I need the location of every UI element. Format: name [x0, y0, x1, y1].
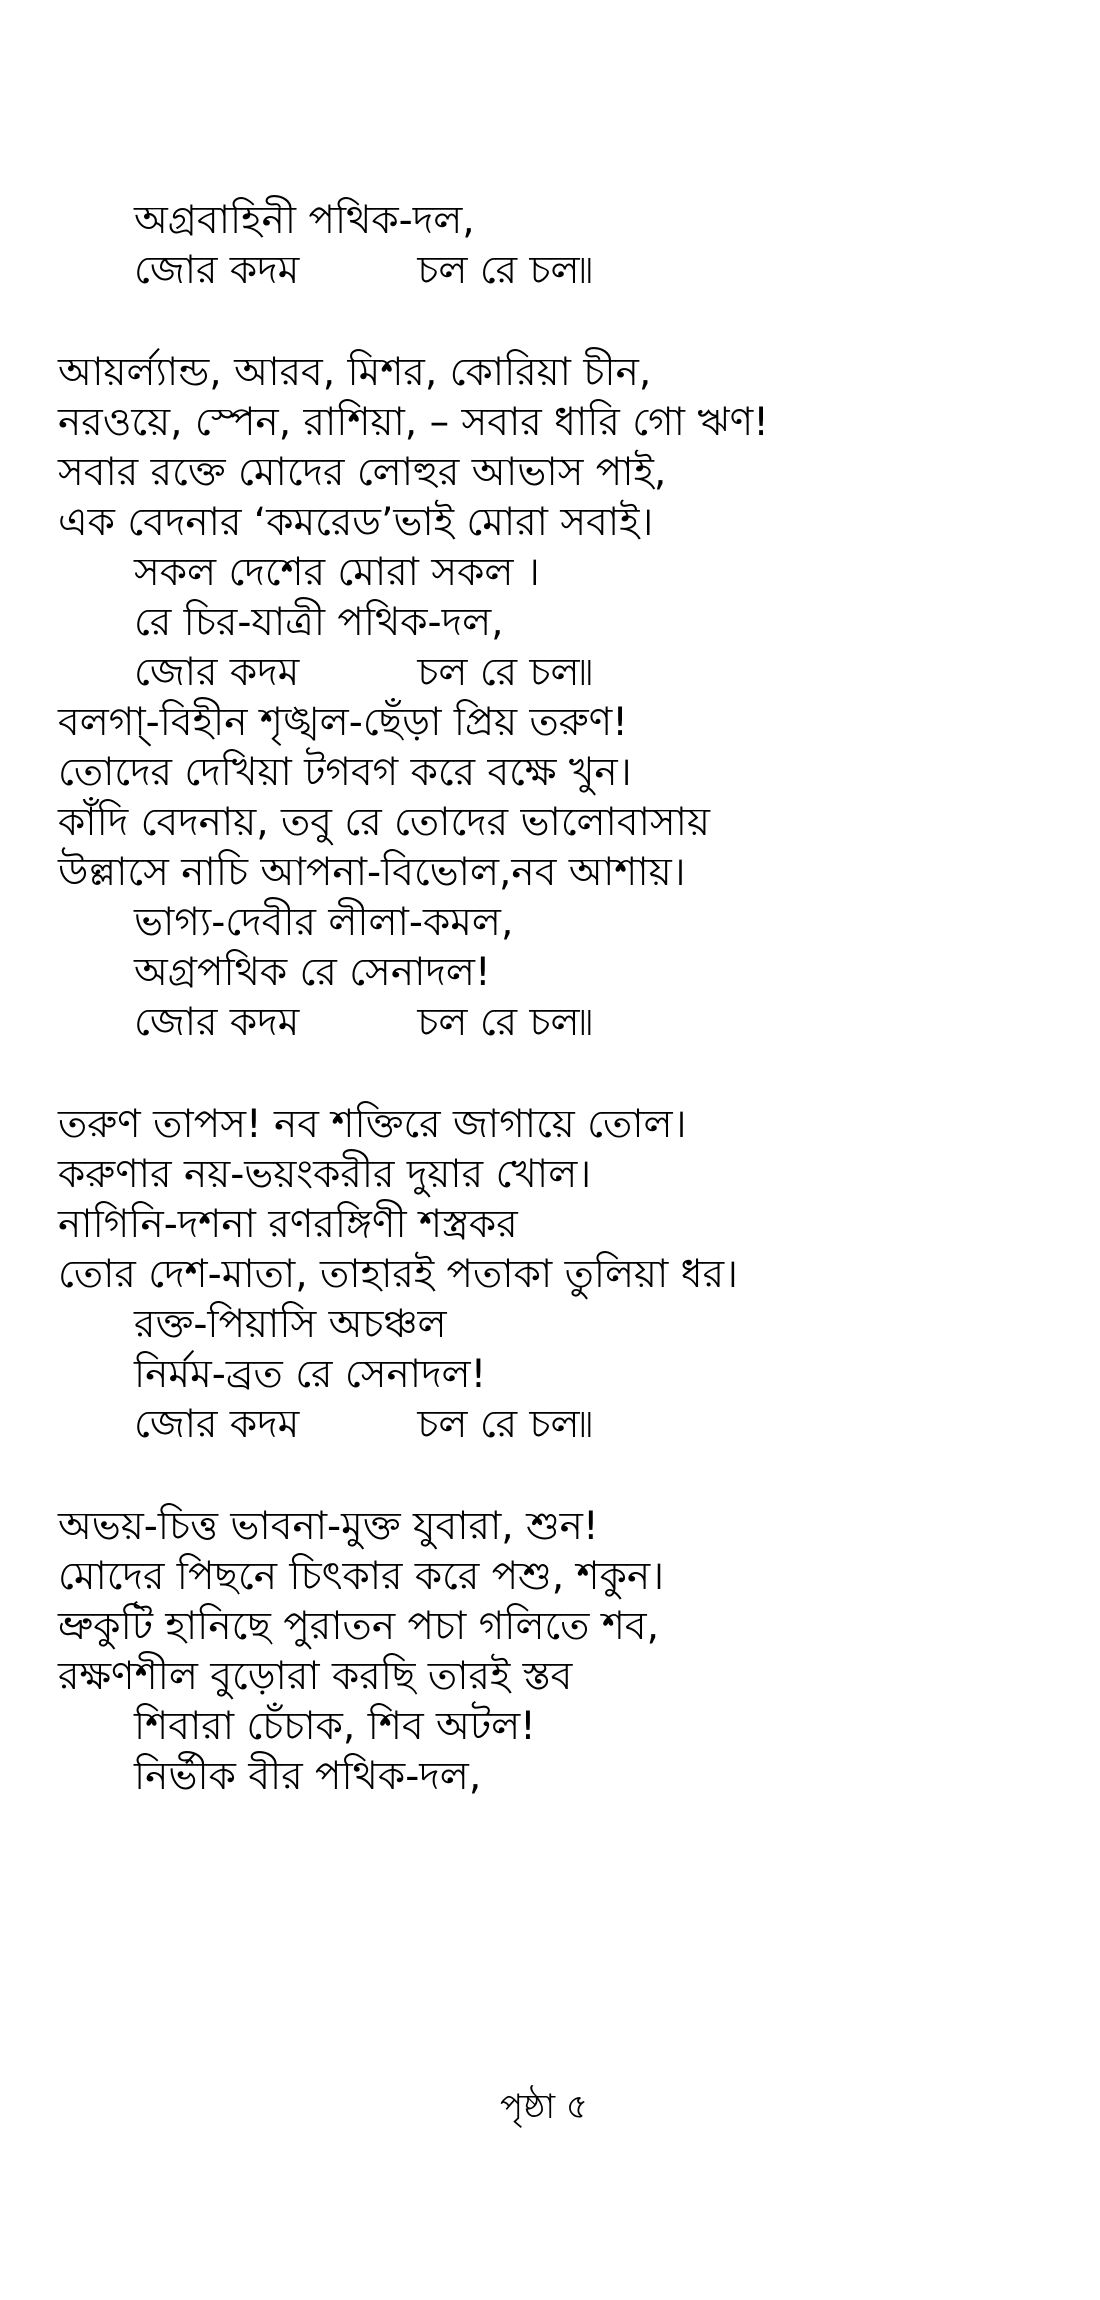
poem-line: ভাগ্য-দেবীর লীলা-কমল, [134, 900, 514, 945]
poem-line: বলগা্-বিহীন শৃঙ্খল-ছেঁড়া প্রিয় তরুণ! [58, 700, 628, 745]
poem-line [58, 648, 1058, 698]
page-number: পৃষ্ঠা ৫ [500, 2087, 588, 2127]
poem-line: তোর দেশ-মাতা, তাহারই পতাকা তুলিয়া ধর। [58, 1252, 738, 1297]
poem-line: অগ্রপথিক রে সেনাদল! [134, 950, 491, 995]
poem-line: উল্লাসে নাচি আপনা-বিভোল,নব আশায়। [58, 850, 686, 895]
refrain-part-1: জোর কদম [134, 1402, 300, 1447]
refrain-part-2: চল রে চল৷৷ [417, 650, 593, 695]
poem-line [58, 998, 1058, 1048]
poem-line: রক্ষণশীল বুড়োরা করছি তারই স্তব [58, 1654, 573, 1699]
refrain-part-2: চল রে চল৷৷ [417, 1000, 593, 1045]
poem-line: রক্ত-পিয়াসি অচঞ্চল [134, 1302, 447, 1347]
poem-line: ভ্রুকুটি হানিছে পুরাতন পচা গলিতে শব, [58, 1604, 660, 1649]
poem-line: মোদের পিছনে চিৎকার করে পশু, শকুন। [58, 1554, 665, 1599]
poem-line: সকল দেশের মোরা সকল । [134, 550, 540, 595]
poem-line: করুণার নয়-ভয়ংকরীর দুয়ার খোল। [58, 1152, 592, 1197]
poem-line: রে চির-যাত্রী পথিক-দল, [134, 600, 504, 645]
poem-stanza [58, 1502, 1058, 1802]
poem-line: অভয়-চিত্ত ভাবনা-মুক্ত যুবারা, শুন! [58, 1504, 599, 1549]
poem-line: কাঁদি বেদনায়, তবু রে তোদের ভালোবাসায় [58, 800, 710, 845]
refrain-part-1: জোর কদম [134, 650, 300, 695]
poem-line: নির্মম-ব্রত রে সেনাদল! [134, 1352, 487, 1397]
refrain-part-2: চল রে চল৷৷ [417, 248, 593, 293]
poem-line: তরুণ তাপস! নব শক্তিরে জাগায়ে তোল। [58, 1102, 687, 1147]
poem-line: অগ্রবাহিনী পথিক-দল, [134, 198, 475, 243]
poem-line: নাগিনি-দশনা রণরঙ্গিণী শস্ত্রকর [58, 1202, 518, 1247]
refrain-part-1: জোর কদম [134, 248, 300, 293]
poem-line: নরওয়ে, স্পেন, রাশিয়া, – সবার ধারি গো ঋণ! [58, 400, 769, 445]
refrain-part-2: চল রে চল৷৷ [417, 1402, 593, 1447]
poem-line: আয়র্ল্যান্ড, আরব, মিশর, কোরিয়া চীন, [58, 350, 652, 395]
poem-line: এক বেদনার ‘কমরেড’ভাই মোরা সবাই। [58, 500, 654, 545]
refrain-part-1: জোর কদম [134, 1000, 300, 1045]
poem-line: শিবারা চেঁচাক, শিব অটল! [134, 1704, 536, 1749]
poem-stanza [58, 1100, 1058, 1450]
poem-line [58, 246, 1058, 296]
poem-stanza [58, 196, 1058, 296]
poem-line: নির্ভীক বীর পথিক-দল, [134, 1754, 482, 1799]
poem-line: তোদের দেখিয়া টগবগ করে বক্ষে খুন। [58, 750, 632, 795]
poem-line: সবার রক্তে মোদের লোহুর আভাস পাই, [58, 450, 667, 495]
poem-body [58, 196, 1058, 1854]
poem-stanza [58, 348, 1058, 1048]
poem-line [58, 1400, 1058, 1450]
